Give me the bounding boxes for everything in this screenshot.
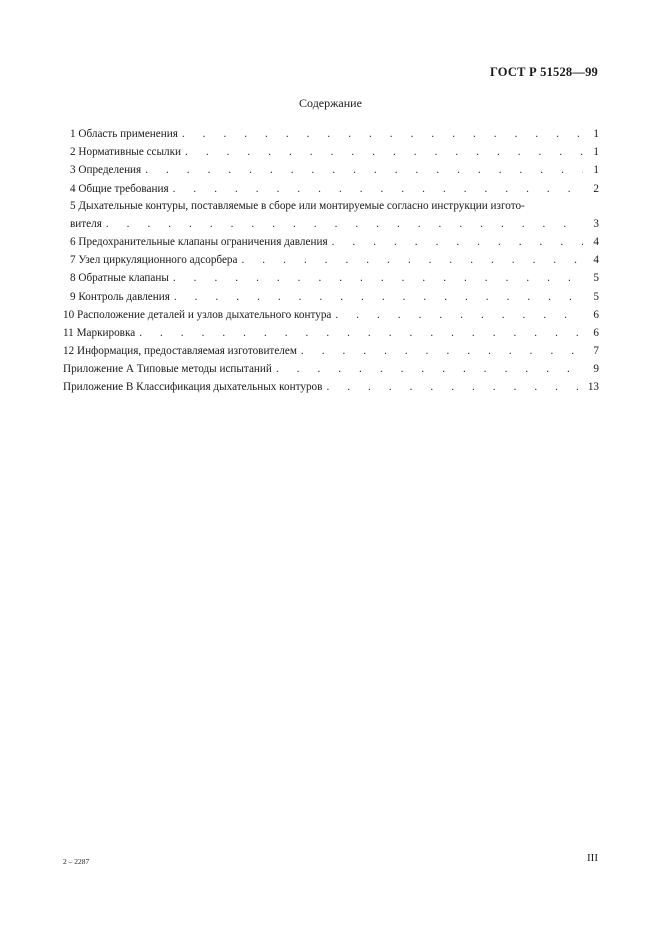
toc-entry-page: 7	[593, 345, 599, 358]
toc-entry-label: 5 Дыхательные контуры, поставляемые в сборе или монтируемые согласно инструкции изгото-	[70, 199, 525, 212]
toc-entry-page: 13	[587, 381, 599, 394]
toc-entry-page: 4	[593, 235, 599, 248]
toc-entry[interactable]	[63, 324, 599, 342]
toc-entry-label: 4 Общие требования	[70, 182, 169, 195]
toc-entry[interactable]	[63, 143, 599, 161]
toc-entry-page: 5	[593, 272, 599, 285]
toc-entry-label: 12 Информация, предоставляемая изготовителем	[63, 345, 297, 358]
toc-entry[interactable]	[63, 233, 599, 251]
toc-leader-dots	[139, 324, 583, 342]
toc-entry[interactable]	[63, 342, 599, 360]
toc-entry-label: 3 Определения	[70, 164, 142, 177]
toc-entry-label: Приложение А Типовые методы испытаний	[63, 363, 272, 376]
toc-leader-dots	[174, 288, 583, 306]
toc-entry-line1[interactable]	[63, 198, 599, 215]
toc-entry-label: 9 Контроль давления	[70, 290, 170, 303]
toc-leader-dots	[145, 161, 583, 179]
toc-leader-dots	[276, 360, 583, 378]
toc-entry-page: 1	[593, 128, 599, 140]
toc-entry[interactable]	[63, 306, 599, 324]
toc-entry-label: 6 Предохранительные клапаны ограничения давления	[70, 235, 328, 248]
toc-entry[interactable]	[63, 360, 599, 378]
toc-entry-label: 2 Нормативные ссылки	[70, 146, 182, 159]
toc-entry[interactable]	[63, 288, 599, 306]
toc-title: Содержание	[299, 96, 362, 110]
toc-entry-label: 10 Расположение деталей и узлов дыхательного контура	[63, 308, 332, 321]
toc-entry-page: 1	[593, 164, 599, 177]
toc-leader-dots	[173, 269, 583, 287]
toc-leader-dots	[106, 215, 583, 233]
toc-entry[interactable]	[63, 125, 599, 143]
toc-entry-page: 9	[593, 363, 599, 376]
toc-entry-page: 3	[593, 217, 599, 230]
toc-entry-label: 7 Узел циркуляционного адсорбера	[70, 254, 238, 267]
toc-leader-dots	[185, 143, 583, 161]
toc-entry-label: 8 Обратные клапаны	[70, 272, 169, 285]
toc-leader-dots	[182, 125, 583, 143]
print-run-code: 2 – 2287	[63, 857, 90, 866]
toc-leader-dots	[326, 378, 583, 396]
toc-entry-page: 6	[593, 308, 599, 321]
toc-entry-line2[interactable]	[63, 215, 599, 233]
toc-leader-dots	[241, 251, 583, 269]
toc-entry-page: 2	[593, 182, 599, 195]
toc-leader-dots	[332, 233, 583, 251]
toc-entry[interactable]	[63, 161, 599, 179]
toc-leader-dots	[335, 306, 583, 324]
table-of-contents	[63, 125, 599, 397]
toc-entry-page: 4	[593, 254, 599, 267]
toc-entry-page: 1	[593, 146, 599, 159]
toc-leader-dots	[173, 180, 583, 198]
toc-entry-label: 1 Область применения	[70, 128, 178, 140]
toc-entry-label: 11 Маркировка	[63, 326, 136, 339]
toc-entry[interactable]	[63, 269, 599, 287]
toc-entry[interactable]	[63, 251, 599, 269]
toc-entry-page: 5	[593, 290, 599, 303]
toc-entry-label-continued: вителя	[70, 217, 102, 230]
page-number: III	[587, 852, 598, 864]
toc-entry-label: Приложение В Классификация дыхательных контуров	[63, 381, 323, 394]
document-code: ГОСТ Р 51528—99	[489, 65, 598, 79]
toc-leader-dots	[301, 342, 583, 360]
toc-entry[interactable]	[63, 378, 599, 396]
toc-entry[interactable]	[63, 180, 599, 198]
toc-entry-page: 6	[593, 326, 599, 339]
